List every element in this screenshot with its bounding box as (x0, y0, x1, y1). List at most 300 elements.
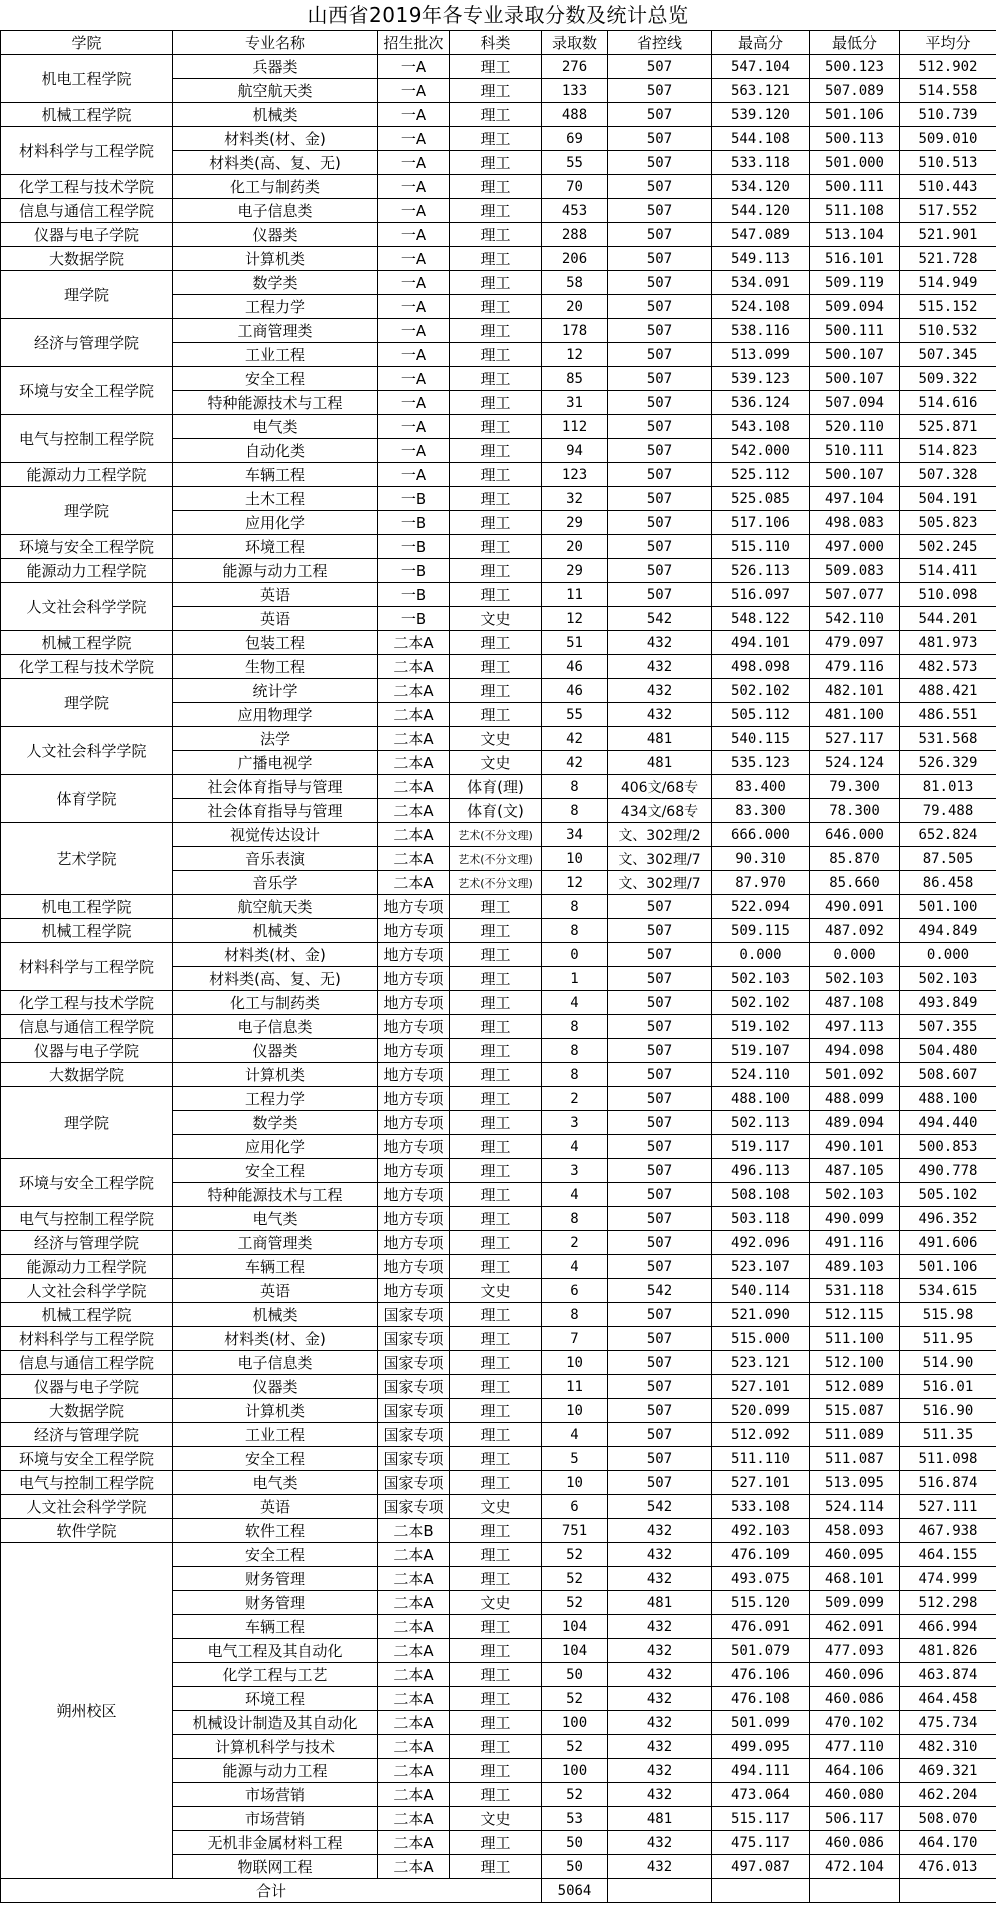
table-row (1, 1087, 996, 1111)
control-line-cell: 432 (608, 1711, 712, 1735)
category-cell: 理工 (450, 199, 542, 223)
control-line-cell: 507 (608, 535, 712, 559)
control-line-cell: 507 (608, 1471, 712, 1495)
category-cell: 文史 (450, 1495, 542, 1519)
major-cell: 机械类 (173, 919, 378, 943)
control-line-cell: 507 (608, 439, 712, 463)
table-row (1, 103, 996, 127)
max-score-cell: 83.300 (712, 799, 810, 823)
min-score-cell: 497.000 (810, 535, 900, 559)
min-score-cell: 500.123 (810, 55, 900, 79)
batch-cell: 地方专项 (378, 991, 450, 1015)
control-line-cell: 507 (608, 967, 712, 991)
enrolled-cell: 3 (542, 1159, 608, 1183)
total-empty-cell (608, 1879, 712, 1903)
enrolled-cell: 1 (542, 967, 608, 991)
min-score-cell: 516.101 (810, 247, 900, 271)
table-row (1, 1015, 996, 1039)
control-line-cell: 507 (608, 1183, 712, 1207)
major-cell: 机械类 (173, 1303, 378, 1327)
max-score-cell: 544.120 (712, 199, 810, 223)
table-row (1, 1303, 996, 1327)
min-score-cell: 0.000 (810, 943, 900, 967)
college-cell: 化学工程与技术学院 (1, 991, 173, 1015)
enrolled-cell: 29 (542, 511, 608, 535)
control-line-cell: 文、302理/7 (608, 847, 712, 871)
page-title: 山西省2019年各专业录取分数及统计总览 (307, 3, 689, 27)
major-cell: 英语 (173, 583, 378, 607)
batch-cell: 地方专项 (378, 1087, 450, 1111)
category-cell: 理工 (450, 1783, 542, 1807)
major-cell: 英语 (173, 607, 378, 631)
college-cell: 体育学院 (1, 775, 173, 823)
avg-score-cell: 464.155 (900, 1543, 996, 1567)
category-cell: 理工 (450, 1231, 542, 1255)
min-score-cell: 498.083 (810, 511, 900, 535)
avg-score-cell: 652.824 (900, 823, 996, 847)
college-cell: 艺术学院 (1, 823, 173, 895)
min-score-cell: 511.100 (810, 1327, 900, 1351)
category-cell: 理工 (450, 1399, 542, 1423)
table-row (1, 1279, 996, 1303)
batch-cell: 地方专项 (378, 1255, 450, 1279)
avg-score-cell: 516.01 (900, 1375, 996, 1399)
max-score-cell: 502.103 (712, 967, 810, 991)
control-line-cell: 432 (608, 1831, 712, 1855)
batch-cell: 地方专项 (378, 1135, 450, 1159)
min-score-cell: 490.091 (810, 895, 900, 919)
category-cell: 理工 (450, 919, 542, 943)
category-cell: 理工 (450, 487, 542, 511)
major-cell: 财务管理 (173, 1591, 378, 1615)
avg-score-cell: 514.616 (900, 391, 996, 415)
min-score-cell: 490.101 (810, 1135, 900, 1159)
min-score-cell: 487.108 (810, 991, 900, 1015)
category-cell: 理工 (450, 1015, 542, 1039)
avg-score-cell: 514.411 (900, 559, 996, 583)
batch-cell: 二本A (378, 1639, 450, 1663)
min-score-cell: 491.116 (810, 1231, 900, 1255)
avg-score-cell: 79.488 (900, 799, 996, 823)
enrolled-cell: 52 (542, 1783, 608, 1807)
major-cell: 环境工程 (173, 1687, 378, 1711)
max-score-cell: 494.111 (712, 1759, 810, 1783)
avg-score-cell: 486.551 (900, 703, 996, 727)
total-label: 合计 (1, 1879, 542, 1903)
batch-cell: 二本A (378, 703, 450, 727)
category-cell: 理工 (450, 151, 542, 175)
enrolled-cell: 12 (542, 871, 608, 895)
major-cell: 安全工程 (173, 1447, 378, 1471)
max-score-cell: 536.124 (712, 391, 810, 415)
min-score-cell: 85.660 (810, 871, 900, 895)
avg-score-cell: 514.949 (900, 271, 996, 295)
category-cell: 理工 (450, 583, 542, 607)
batch-cell: 一A (378, 463, 450, 487)
min-score-cell: 507.089 (810, 79, 900, 103)
batch-cell: 一B (378, 559, 450, 583)
major-cell: 法学 (173, 727, 378, 751)
max-score-cell: 547.089 (712, 223, 810, 247)
enrolled-cell: 178 (542, 319, 608, 343)
max-score-cell: 548.122 (712, 607, 810, 631)
batch-cell: 一B (378, 487, 450, 511)
batch-cell: 地方专项 (378, 967, 450, 991)
category-cell: 理工 (450, 1663, 542, 1687)
enrolled-cell: 10 (542, 1351, 608, 1375)
max-score-cell: 502.102 (712, 991, 810, 1015)
enrolled-cell: 50 (542, 1855, 608, 1879)
enrolled-cell: 32 (542, 487, 608, 511)
batch-cell: 地方专项 (378, 895, 450, 919)
min-score-cell: 512.115 (810, 1303, 900, 1327)
major-cell: 材料类(高、复、无) (173, 967, 378, 991)
header-category: 科类 (450, 31, 542, 55)
enrolled-cell: 8 (542, 1063, 608, 1087)
table-row (1, 1231, 996, 1255)
control-line-cell: 432 (608, 1567, 712, 1591)
max-score-cell: 538.116 (712, 319, 810, 343)
enrolled-cell: 4 (542, 1255, 608, 1279)
avg-score-cell: 531.568 (900, 727, 996, 751)
max-score-cell: 539.120 (712, 103, 810, 127)
enrolled-cell: 10 (542, 1399, 608, 1423)
max-score-cell: 533.118 (712, 151, 810, 175)
major-cell: 无机非金属材料工程 (173, 1831, 378, 1855)
college-cell: 仪器与电子学院 (1, 1375, 173, 1399)
max-score-cell: 503.118 (712, 1207, 810, 1231)
control-line-cell: 434文/68专 (608, 799, 712, 823)
max-score-cell: 501.099 (712, 1711, 810, 1735)
min-score-cell: 460.086 (810, 1831, 900, 1855)
avg-score-cell: 508.607 (900, 1063, 996, 1087)
avg-score-cell: 505.823 (900, 511, 996, 535)
avg-score-cell: 516.90 (900, 1399, 996, 1423)
max-score-cell: 515.110 (712, 535, 810, 559)
batch-cell: 国家专项 (378, 1351, 450, 1375)
batch-cell: 二本A (378, 1567, 450, 1591)
category-cell: 理工 (450, 295, 542, 319)
control-line-cell: 507 (608, 583, 712, 607)
major-cell: 仪器类 (173, 1375, 378, 1399)
table-row (1, 535, 996, 559)
avg-score-cell: 507.355 (900, 1015, 996, 1039)
major-cell: 社会体育指导与管理 (173, 775, 378, 799)
category-cell: 理工 (450, 1831, 542, 1855)
avg-score-cell: 507.345 (900, 343, 996, 367)
batch-cell: 地方专项 (378, 1015, 450, 1039)
avg-score-cell: 475.734 (900, 1711, 996, 1735)
control-line-cell: 432 (608, 679, 712, 703)
enrolled-cell: 8 (542, 799, 608, 823)
enrolled-cell: 94 (542, 439, 608, 463)
avg-score-cell: 527.111 (900, 1495, 996, 1519)
college-cell: 机械工程学院 (1, 631, 173, 655)
batch-cell: 二本A (378, 631, 450, 655)
avg-score-cell: 464.458 (900, 1687, 996, 1711)
enrolled-cell: 52 (542, 1687, 608, 1711)
avg-score-cell: 504.191 (900, 487, 996, 511)
table-row (1, 631, 996, 655)
batch-cell: 国家专项 (378, 1399, 450, 1423)
avg-score-cell: 505.102 (900, 1183, 996, 1207)
max-score-cell: 473.064 (712, 1783, 810, 1807)
max-score-cell: 542.000 (712, 439, 810, 463)
min-score-cell: 468.101 (810, 1567, 900, 1591)
max-score-cell: 534.091 (712, 271, 810, 295)
enrolled-cell: 4 (542, 991, 608, 1015)
major-cell: 计算机类 (173, 247, 378, 271)
major-cell: 工商管理类 (173, 1231, 378, 1255)
header-control-line: 省控线 (608, 31, 712, 55)
min-score-cell: 512.089 (810, 1375, 900, 1399)
min-score-cell: 477.093 (810, 1639, 900, 1663)
max-score-cell: 525.085 (712, 487, 810, 511)
max-score-cell: 499.095 (712, 1735, 810, 1759)
control-line-cell: 507 (608, 943, 712, 967)
min-score-cell: 460.080 (810, 1783, 900, 1807)
max-score-cell: 475.117 (712, 1831, 810, 1855)
enrolled-cell: 488 (542, 103, 608, 127)
header-max-score: 最高分 (712, 31, 810, 55)
control-line-cell: 432 (608, 655, 712, 679)
max-score-cell: 505.112 (712, 703, 810, 727)
min-score-cell: 490.099 (810, 1207, 900, 1231)
batch-cell: 一A (378, 79, 450, 103)
table-row (1, 487, 996, 511)
control-line-cell: 507 (608, 1255, 712, 1279)
category-cell: 艺术(不分文理) (450, 871, 542, 895)
major-cell: 车辆工程 (173, 463, 378, 487)
control-line-cell: 507 (608, 319, 712, 343)
major-cell: 特种能源技术与工程 (173, 391, 378, 415)
college-cell: 朔州校区 (1, 1543, 173, 1879)
enrolled-cell: 42 (542, 751, 608, 775)
min-score-cell: 500.111 (810, 319, 900, 343)
college-cell: 环境与安全工程学院 (1, 1159, 173, 1207)
batch-cell: 一A (378, 415, 450, 439)
max-score-cell: 524.108 (712, 295, 810, 319)
major-cell: 计算机类 (173, 1399, 378, 1423)
min-score-cell: 501.092 (810, 1063, 900, 1087)
batch-cell: 一A (378, 271, 450, 295)
control-line-cell: 507 (608, 487, 712, 511)
max-score-cell: 563.121 (712, 79, 810, 103)
category-cell: 理工 (450, 319, 542, 343)
college-cell: 材料科学与工程学院 (1, 1327, 173, 1351)
min-score-cell: 509.099 (810, 1591, 900, 1615)
enrolled-cell: 8 (542, 1303, 608, 1327)
college-cell: 人文社会科学学院 (1, 727, 173, 775)
batch-cell: 国家专项 (378, 1303, 450, 1327)
category-cell: 体育(理) (450, 775, 542, 799)
batch-cell: 一B (378, 607, 450, 631)
min-score-cell: 482.101 (810, 679, 900, 703)
enrolled-cell: 52 (542, 1735, 608, 1759)
min-score-cell: 502.103 (810, 1183, 900, 1207)
min-score-cell: 520.110 (810, 415, 900, 439)
avg-score-cell: 534.615 (900, 1279, 996, 1303)
min-score-cell: 509.094 (810, 295, 900, 319)
batch-cell: 一A (378, 319, 450, 343)
category-cell: 理工 (450, 631, 542, 655)
max-score-cell: 492.096 (712, 1231, 810, 1255)
min-score-cell: 500.113 (810, 127, 900, 151)
control-line-cell: 507 (608, 1159, 712, 1183)
enrolled-cell: 104 (542, 1639, 608, 1663)
avg-score-cell: 462.204 (900, 1783, 996, 1807)
table-row (1, 463, 996, 487)
avg-score-cell: 517.552 (900, 199, 996, 223)
batch-cell: 一A (378, 199, 450, 223)
min-score-cell: 481.100 (810, 703, 900, 727)
category-cell: 文史 (450, 1279, 542, 1303)
control-line-cell: 542 (608, 1495, 712, 1519)
major-cell: 仪器类 (173, 223, 378, 247)
major-cell: 电子信息类 (173, 1015, 378, 1039)
avg-score-cell: 501.106 (900, 1255, 996, 1279)
category-cell: 文史 (450, 751, 542, 775)
table-row (1, 655, 996, 679)
category-cell: 文史 (450, 1591, 542, 1615)
major-cell: 化工与制药类 (173, 991, 378, 1015)
enrolled-cell: 51 (542, 631, 608, 655)
control-line-cell: 432 (608, 1855, 712, 1879)
min-score-cell: 527.117 (810, 727, 900, 751)
college-cell: 仪器与电子学院 (1, 1039, 173, 1063)
header-batch: 招生批次 (378, 31, 450, 55)
enrolled-cell: 2 (542, 1087, 608, 1111)
batch-cell: 二本A (378, 1807, 450, 1831)
min-score-cell: 460.086 (810, 1687, 900, 1711)
college-cell: 机电工程学院 (1, 55, 173, 103)
major-cell: 仪器类 (173, 1039, 378, 1063)
total-empty-cell (712, 1879, 810, 1903)
batch-cell: 一A (378, 151, 450, 175)
major-cell: 市场营销 (173, 1807, 378, 1831)
control-line-cell: 文、302理/2 (608, 823, 712, 847)
major-cell: 市场营销 (173, 1783, 378, 1807)
category-cell: 理工 (450, 127, 542, 151)
category-cell: 理工 (450, 247, 542, 271)
control-line-cell: 432 (608, 1687, 712, 1711)
control-line-cell: 507 (608, 367, 712, 391)
category-cell: 理工 (450, 1111, 542, 1135)
max-score-cell: 527.101 (712, 1375, 810, 1399)
college-cell: 理学院 (1, 271, 173, 319)
major-cell: 安全工程 (173, 1543, 378, 1567)
avg-score-cell: 510.443 (900, 175, 996, 199)
max-score-cell: 526.113 (712, 559, 810, 583)
enrolled-cell: 11 (542, 1375, 608, 1399)
category-cell: 理工 (450, 1543, 542, 1567)
header-avg-score: 平均分 (900, 31, 996, 55)
category-cell: 理工 (450, 991, 542, 1015)
category-cell: 理工 (450, 1351, 542, 1375)
min-score-cell: 489.103 (810, 1255, 900, 1279)
max-score-cell: 515.120 (712, 1591, 810, 1615)
control-line-cell: 432 (608, 631, 712, 655)
batch-cell: 一A (378, 367, 450, 391)
control-line-cell: 507 (608, 1423, 712, 1447)
max-score-cell: 515.000 (712, 1327, 810, 1351)
enrolled-cell: 123 (542, 463, 608, 487)
table-row (1, 1159, 996, 1183)
college-cell: 理学院 (1, 1087, 173, 1159)
major-cell: 车辆工程 (173, 1615, 378, 1639)
table-row (1, 1207, 996, 1231)
enrolled-cell: 12 (542, 607, 608, 631)
avg-score-cell: 502.103 (900, 967, 996, 991)
min-score-cell: 542.110 (810, 607, 900, 631)
category-cell: 理工 (450, 223, 542, 247)
enrolled-cell: 20 (542, 535, 608, 559)
avg-score-cell: 508.070 (900, 1807, 996, 1831)
avg-score-cell: 482.573 (900, 655, 996, 679)
enrolled-cell: 3 (542, 1111, 608, 1135)
control-line-cell: 507 (608, 895, 712, 919)
max-score-cell: 540.114 (712, 1279, 810, 1303)
table-row (1, 1375, 996, 1399)
enrolled-cell: 100 (542, 1711, 608, 1735)
batch-cell: 二本A (378, 1783, 450, 1807)
control-line-cell: 507 (608, 103, 712, 127)
table-row (1, 247, 996, 271)
batch-cell: 国家专项 (378, 1375, 450, 1399)
batch-cell: 二本A (378, 655, 450, 679)
control-line-cell: 432 (608, 1759, 712, 1783)
batch-cell: 国家专项 (378, 1447, 450, 1471)
college-cell: 化学工程与技术学院 (1, 175, 173, 199)
category-cell: 艺术(不分文理) (450, 847, 542, 871)
major-cell: 工业工程 (173, 1423, 378, 1447)
enrolled-cell: 46 (542, 655, 608, 679)
major-cell: 电气工程及其自动化 (173, 1639, 378, 1663)
enrolled-cell: 112 (542, 415, 608, 439)
major-cell: 数学类 (173, 1111, 378, 1135)
batch-cell: 地方专项 (378, 1111, 450, 1135)
control-line-cell: 507 (608, 1207, 712, 1231)
category-cell: 理工 (450, 463, 542, 487)
major-cell: 包装工程 (173, 631, 378, 655)
enrolled-cell: 11 (542, 583, 608, 607)
min-score-cell: 512.100 (810, 1351, 900, 1375)
major-cell: 英语 (173, 1495, 378, 1519)
control-line-cell: 507 (608, 199, 712, 223)
batch-cell: 二本A (378, 1711, 450, 1735)
college-cell: 机械工程学院 (1, 919, 173, 943)
batch-cell: 国家专项 (378, 1423, 450, 1447)
avg-score-cell: 510.532 (900, 319, 996, 343)
min-score-cell: 511.087 (810, 1447, 900, 1471)
major-cell: 工业工程 (173, 343, 378, 367)
batch-cell: 一A (378, 343, 450, 367)
college-cell: 仪器与电子学院 (1, 223, 173, 247)
category-cell: 理工 (450, 535, 542, 559)
batch-cell: 二本A (378, 727, 450, 751)
max-score-cell: 511.110 (712, 1447, 810, 1471)
avg-score-cell: 494.849 (900, 919, 996, 943)
avg-score-cell: 521.728 (900, 247, 996, 271)
batch-cell: 二本A (378, 775, 450, 799)
min-score-cell: 507.077 (810, 583, 900, 607)
max-score-cell: 0.000 (712, 943, 810, 967)
major-cell: 机械类 (173, 103, 378, 127)
control-line-cell: 507 (608, 295, 712, 319)
category-cell: 理工 (450, 943, 542, 967)
max-score-cell: 516.097 (712, 583, 810, 607)
table-row (1, 1351, 996, 1375)
